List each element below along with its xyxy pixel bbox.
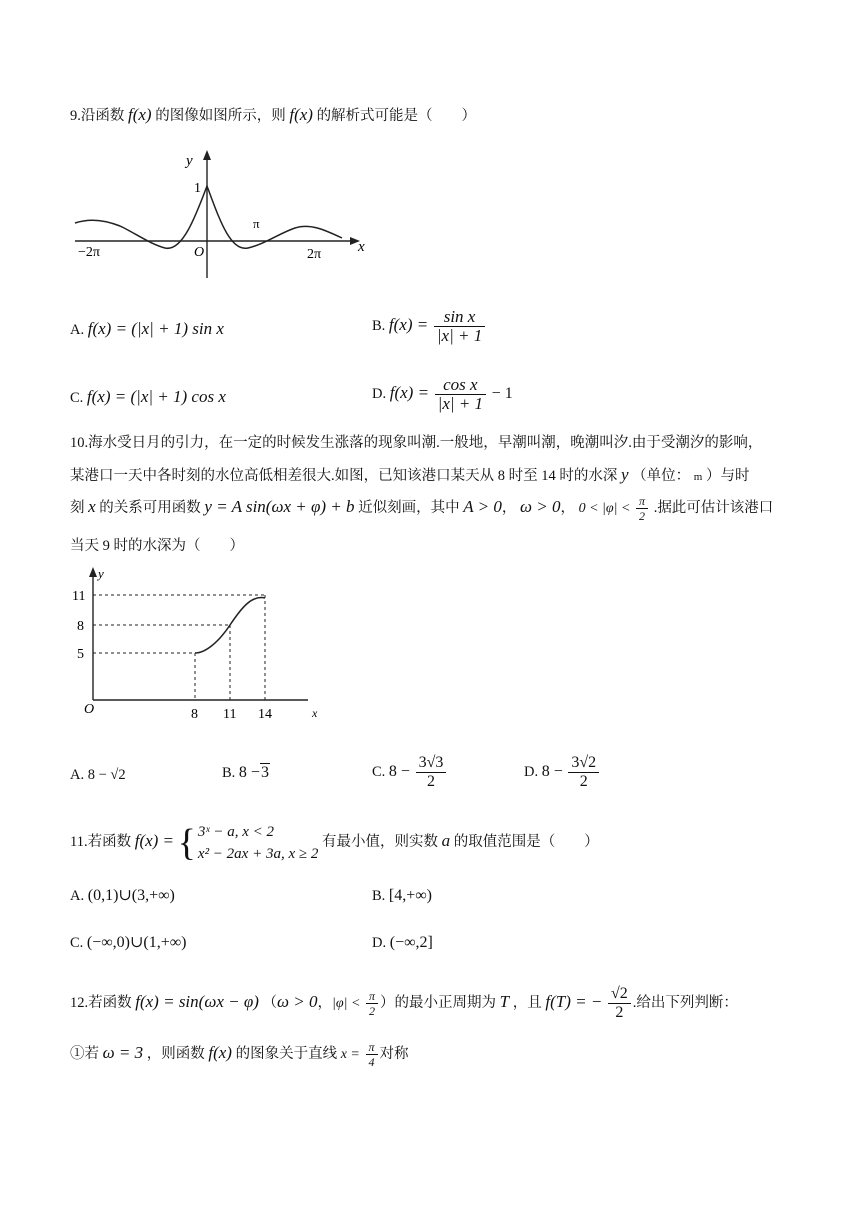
q11-cases: 3ˣ − a, x < 2 x² − 2ax + 3a, x ≥ 2	[197, 823, 319, 862]
q9-curve	[75, 186, 342, 248]
q9-b-frac: $\frac{\text{sin x}}{|x| + 1}$	[434, 308, 485, 345]
q10-v11: 11	[72, 589, 86, 604]
q9-fx-2: f(x)	[289, 105, 313, 124]
q9-option-a[interactable]: A. f(x) = (|x| + 1) sin x	[70, 319, 224, 338]
q9-option-b[interactable]: B. f(x) = $\frac{\text{sin x}}{|x| + 1}$	[372, 308, 487, 345]
q10-option-a[interactable]: A. 8 − √2	[70, 767, 126, 783]
q10-option-d[interactable]: D. 8 − $\frac{3√2}{2}$	[524, 754, 601, 791]
q10-option-c[interactable]: C. 8 − $\frac{3√3}{2}$	[372, 754, 448, 791]
q9-fx: f(x)	[128, 105, 152, 124]
q9-d-frac: $\frac{\text{cos x}}{|x| + 1}$	[435, 376, 486, 413]
q10-line1: 10.海水受日月的引力，在一定的时候发生涨落的现象叫潮.一般地，早潮叫潮，晚潮叫汐.由于受潮汐的影响，	[70, 435, 763, 451]
q11-option-a[interactable]: A. (0,1)∪(3,+∞)	[70, 887, 175, 904]
q9-y-label: y	[186, 153, 193, 169]
q9-one-label: 1	[194, 181, 201, 196]
q10-x-label: x	[312, 706, 318, 720]
q12-stem: 12.若函数 f(x) = sin(ωx − φ) （ω > 0，|φ| < $\frac{\pi}{2}$ ）的最小正周期为 T ，且 f(T) = − $\frac{√2}{2}$ .给出下列判断：	[70, 985, 738, 1021]
q11-option-d[interactable]: D. (−∞,2]	[372, 934, 433, 951]
q9-option-d[interactable]: D. f(x) = $\frac{\text{cos x}}{|x| + 1}$ − 1	[372, 375, 513, 413]
q12-item1: ①若 ω = 3 ，则函数 f(x) 的图象关于直线 x = $\frac{\pi}{4}$ 对称	[70, 1040, 409, 1069]
q10-v5: 5	[77, 647, 84, 662]
q11-stem: 11.若函数 f(x) = { 3ˣ − a, x < 2 x² − 2ax + 3a, x ≥ 2 有最小值，则实数 a 的取值范围是（ ）	[70, 821, 599, 864]
q9-graph	[70, 148, 370, 283]
q10-y-label: y	[98, 566, 104, 581]
q10-line2: 某港口一天中各时刻的水位高低相差很大.如图，已知该港口某天从 8 时至 14 时的水深 y （单位： m ）与时	[70, 465, 750, 484]
q10-x11: 11	[223, 707, 237, 722]
q9-neg2pi: −2π	[78, 245, 100, 260]
q10-graph	[70, 565, 340, 725]
q10-x8: 8	[191, 707, 198, 722]
q10-v8: 8	[77, 619, 84, 634]
q10-line3: 刻 x 的关系可用函数 y = A sin(ωx + φ) + b 近似刻画，其中 A > 0， ω > 0， 0 < |φ| < $\frac{\pi}{2}$ .据此可估计该港口	[70, 494, 774, 523]
q10-option-b[interactable]: B. 8 −3	[222, 764, 269, 781]
q9-origin: O	[194, 245, 205, 260]
q10-line4: 当天 9 时的水深为（ ）	[70, 538, 244, 554]
q10-x14: 14	[258, 707, 272, 722]
q9-pi: π	[253, 216, 260, 231]
q9-x-label: x	[358, 239, 365, 255]
q10-origin: O	[84, 702, 95, 717]
q9-twopi: 2π	[307, 247, 322, 262]
q9-stem: 9.沿函数 f(x) 的图像如图所示，则 f(x) 的解析式可能是（ ）	[70, 105, 477, 124]
q11-option-b[interactable]: B. [4,+∞)	[372, 887, 433, 904]
q11-option-c[interactable]: C. (−∞,0)∪(1,+∞)	[70, 934, 187, 951]
q9-option-c[interactable]: C. f(x) = (|x| + 1) cos x	[70, 387, 226, 406]
